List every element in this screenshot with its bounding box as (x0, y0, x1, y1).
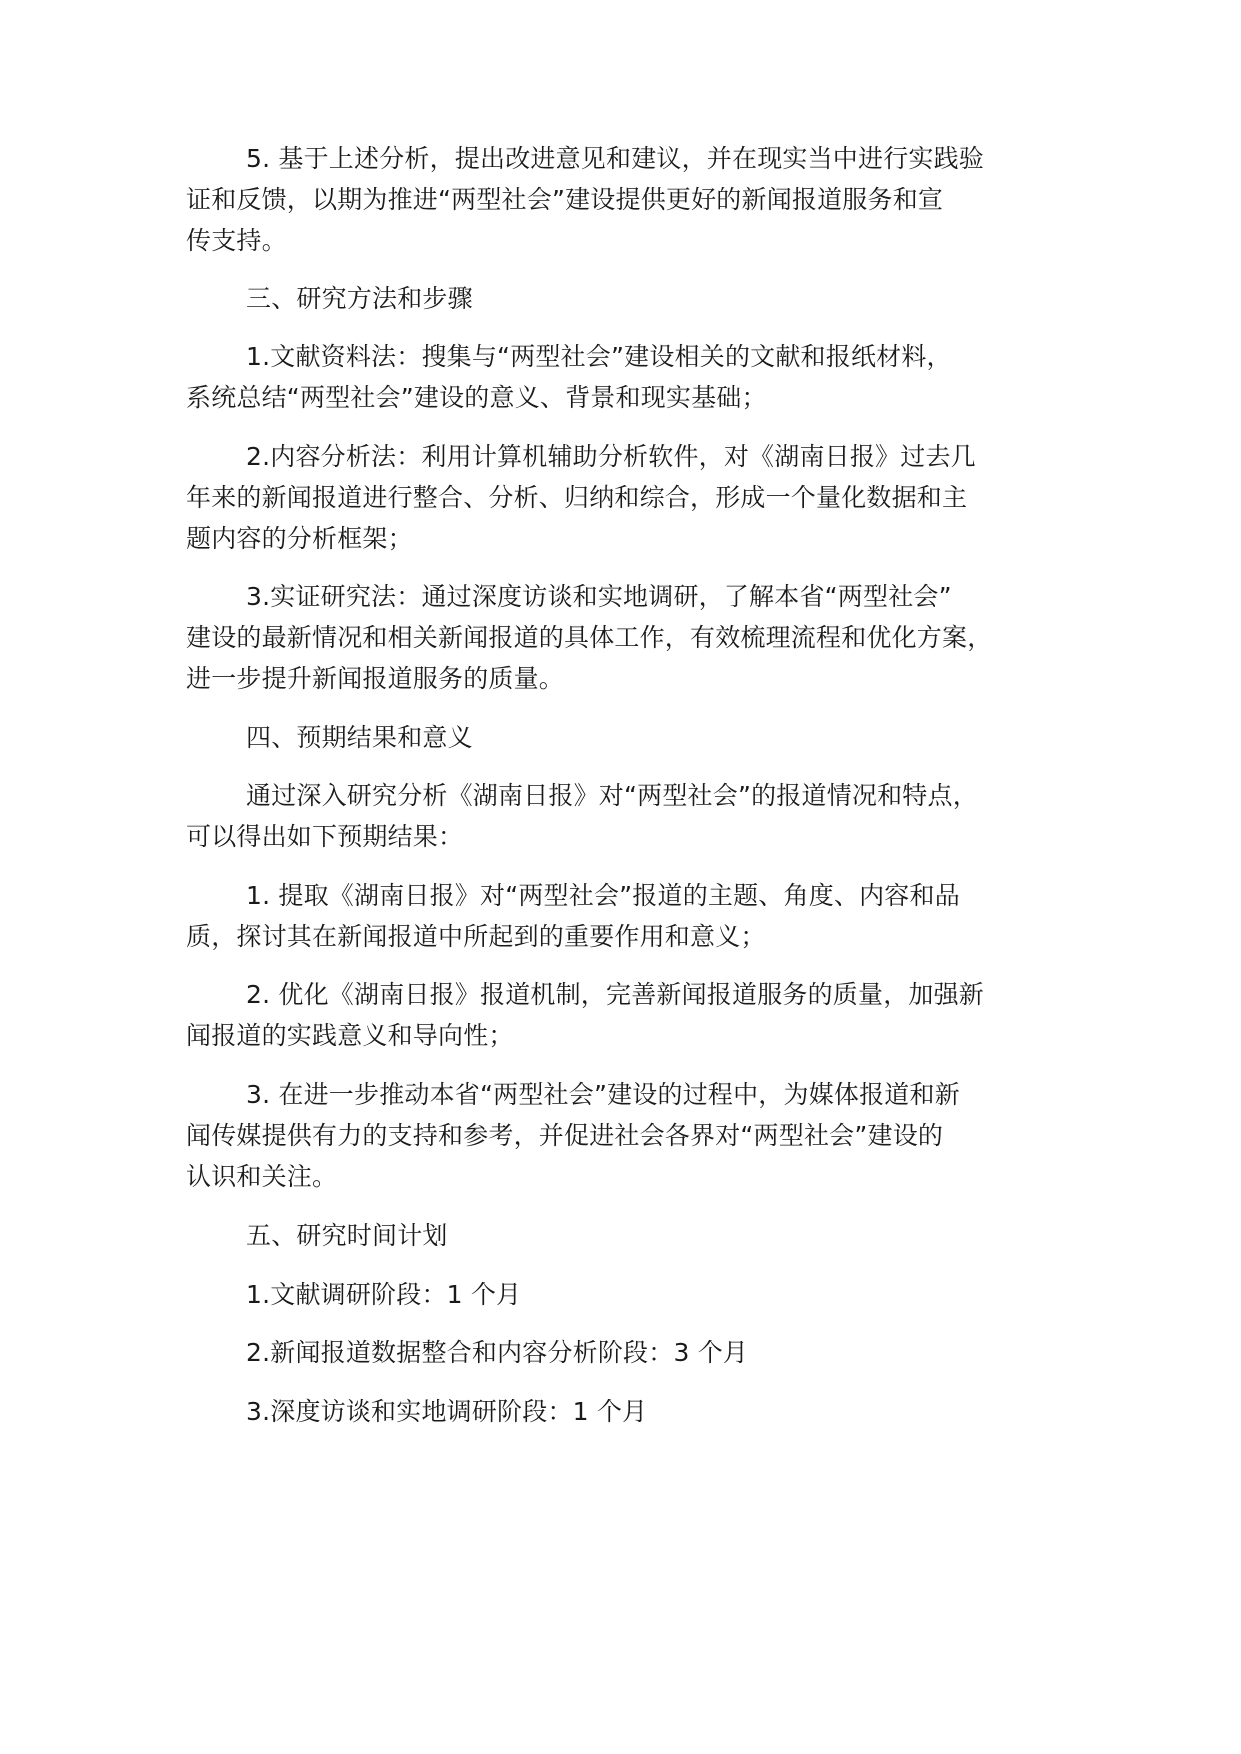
text-line: 通过深入研究分析《湖南日报》对“两型社会”的报道情况和特点， (246, 781, 978, 810)
text-line: 建设的最新情况和相关新闻报道的具体工作，有效梳理流程和优化方案， (186, 623, 993, 652)
text-line: 证和反馈，以期为推进“两型社会”建设提供更好的新闻报道服务和宣 (186, 185, 944, 214)
text-line: 3.深度访谈和实地调研阶段：1 个月 (246, 1397, 648, 1426)
text-line: 传支持。 (186, 226, 287, 255)
section-heading: 五、研究时间计划 (246, 1221, 448, 1250)
text-line: 进一步提升新闻报道服务的质量。 (186, 664, 565, 693)
text-line: 可以得出如下预期结果： (186, 822, 464, 851)
text-line: 3. 在进一步推动本省“两型社会”建设的过程中，为媒体报道和新 (246, 1080, 960, 1109)
text-line: 闻传媒提供有力的支持和参考，并促进社会各界对“两型社会”建设的 (186, 1121, 944, 1150)
text-line: 认识和关注。 (186, 1162, 338, 1191)
text-line: 系统总结“两型社会”建设的意义、背景和现实基础； (186, 383, 767, 412)
text-line: 5. 基于上述分析，提出改进意见和建议，并在现实当中进行实践验 (246, 144, 985, 173)
text-line: 2.新闻报道数据整合和内容分析阶段：3 个月 (246, 1338, 749, 1367)
section-heading: 三、研究方法和步骤 (246, 284, 473, 313)
text-line: 2.内容分析法：利用计算机辅助分析软件，对《湖南日报》过去几 (246, 442, 976, 471)
text-line: 1.文献调研阶段：1 个月 (246, 1280, 522, 1309)
text-line: 题内容的分析框架； (186, 524, 413, 553)
section-heading: 四、预期结果和意义 (246, 723, 473, 752)
text-line: 3.实证研究法：通过深度访谈和实地调研，了解本省“两型社会” (246, 582, 952, 611)
text-line: 闻报道的实践意义和导向性； (186, 1021, 514, 1050)
text-line: 1.文献资料法：搜集与“两型社会”建设相关的文献和报纸材料， (246, 342, 952, 371)
text-line: 年来的新闻报道进行整合、分析、归纳和综合，形成一个量化数据和主 (186, 483, 968, 512)
text-line: 2. 优化《湖南日报》报道机制，完善新闻报道服务的质量，加强新 (246, 980, 985, 1009)
text-line: 1. 提取《湖南日报》对“两型社会”报道的主题、角度、内容和品 (246, 881, 960, 910)
text-line: 质，探讨其在新闻报道中所起到的重要作用和意义； (186, 922, 766, 951)
